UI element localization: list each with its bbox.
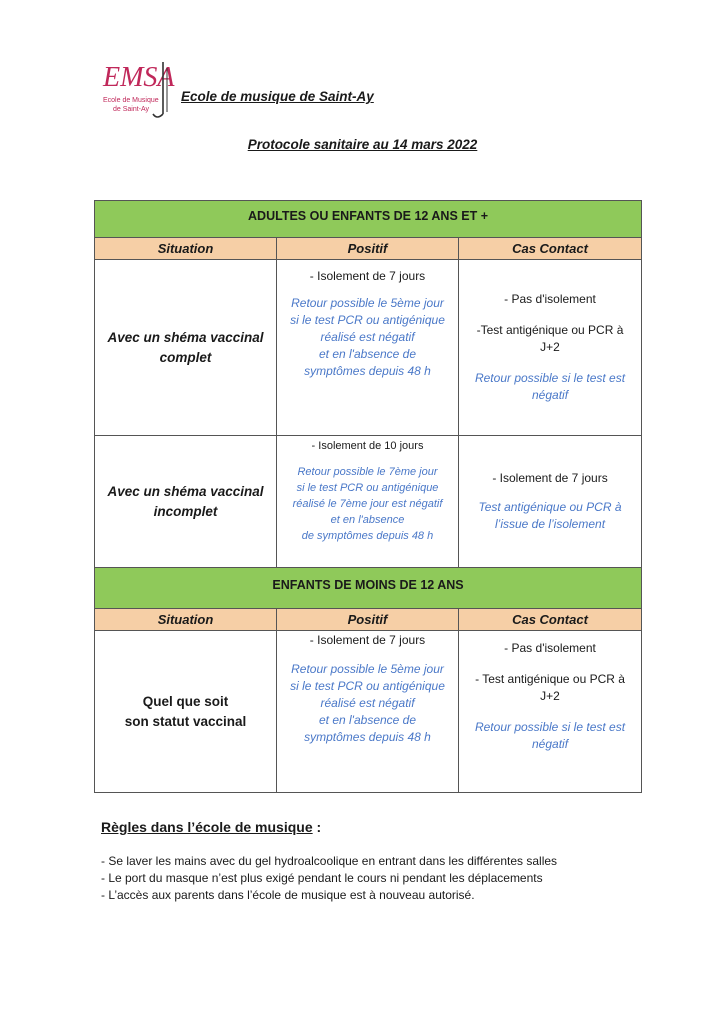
rules-list <box>101 853 557 904</box>
school-logo <box>97 56 183 122</box>
positif-complete: - Isolement de 7 jours Retour possible le 5ème jour si le test PCR ou antigénique réalisé est négatif et en l'absence de symptômes depuis 48 h <box>277 260 459 436</box>
positif-incomplete: - Isolement de 10 jours Retour possible le 7ème jour si le test PCR ou antigénique réalisé le 7ème jour est négatif et en l'absence de symptômes depuis 48 h <box>277 436 459 568</box>
section-row-adults <box>95 201 642 238</box>
positif-children: - Isolement de 7 jours Retour possible le 5ème jour si le test PCR ou antigénique réalisé est négatif et en l'absence de symptômes depuis 48 h <box>277 631 459 793</box>
situation-complete: Avec un shéma vaccinal complet <box>95 260 277 436</box>
column-header-row <box>95 238 642 260</box>
list-item: - L’accès aux parents dans l’école de musique est à nouveau autorisé. <box>101 888 475 902</box>
section-heading-children: ENFANTS DE MOINS DE 12 ANS <box>95 568 642 609</box>
logo-subtitle-2: de Saint-Ay <box>113 106 150 113</box>
situation-incomplete: Avec un shéma vaccinal incomplet <box>95 436 277 568</box>
table-row-complete <box>95 260 642 436</box>
protocol-table <box>94 200 642 793</box>
school-name: Ecole de musique de Saint-Ay <box>181 89 374 104</box>
section-row-children <box>95 568 642 609</box>
logo-text: EMSA <box>103 62 175 93</box>
column-header-positif: Positif <box>277 238 459 260</box>
situation-children: Quel que soit son statut vaccinal <box>95 631 277 793</box>
column-header-situation: Situation <box>95 609 277 631</box>
positif-main: - Isolement de 7 jours <box>309 269 426 283</box>
protocol-title: Protocole sanitaire au 14 mars 2022 <box>247 137 478 152</box>
column-header-row-children <box>95 609 642 631</box>
column-header-situation: Situation <box>95 238 277 260</box>
column-header-positif: Positif <box>277 609 459 631</box>
list-item: - Le port du masque n’est plus exigé pendant le cours ni pendant les déplacements <box>101 871 543 885</box>
list-item: - Se laver les mains avec du gel hydroalcoolique en entrant dans les différentes salles <box>101 854 558 868</box>
contact-complete: - Pas d'isolement -Test antigénique ou PCR à J+2 Retour possible si le test est négatif <box>459 260 642 436</box>
table-row-children <box>95 631 642 793</box>
column-header-contact: Cas Contact <box>459 609 642 631</box>
rules-title: Règles dans l’école de musique : <box>101 819 322 835</box>
column-header-contact: Cas Contact <box>459 238 642 260</box>
logo-subtitle-1: Ecole de Musique <box>103 97 159 104</box>
contact-children: - Pas d'isolement - Test antigénique ou PCR à J+2 Retour possible si le test est négatif <box>459 631 642 793</box>
table-row-incomplete <box>95 436 642 568</box>
contact-incomplete: - Isolement de 7 jours Test antigénique ou PCR à l’issue de l’isolement <box>459 436 642 568</box>
section-heading-adults: ADULTES OU ENFANTS DE 12 ANS ET + <box>95 201 642 238</box>
